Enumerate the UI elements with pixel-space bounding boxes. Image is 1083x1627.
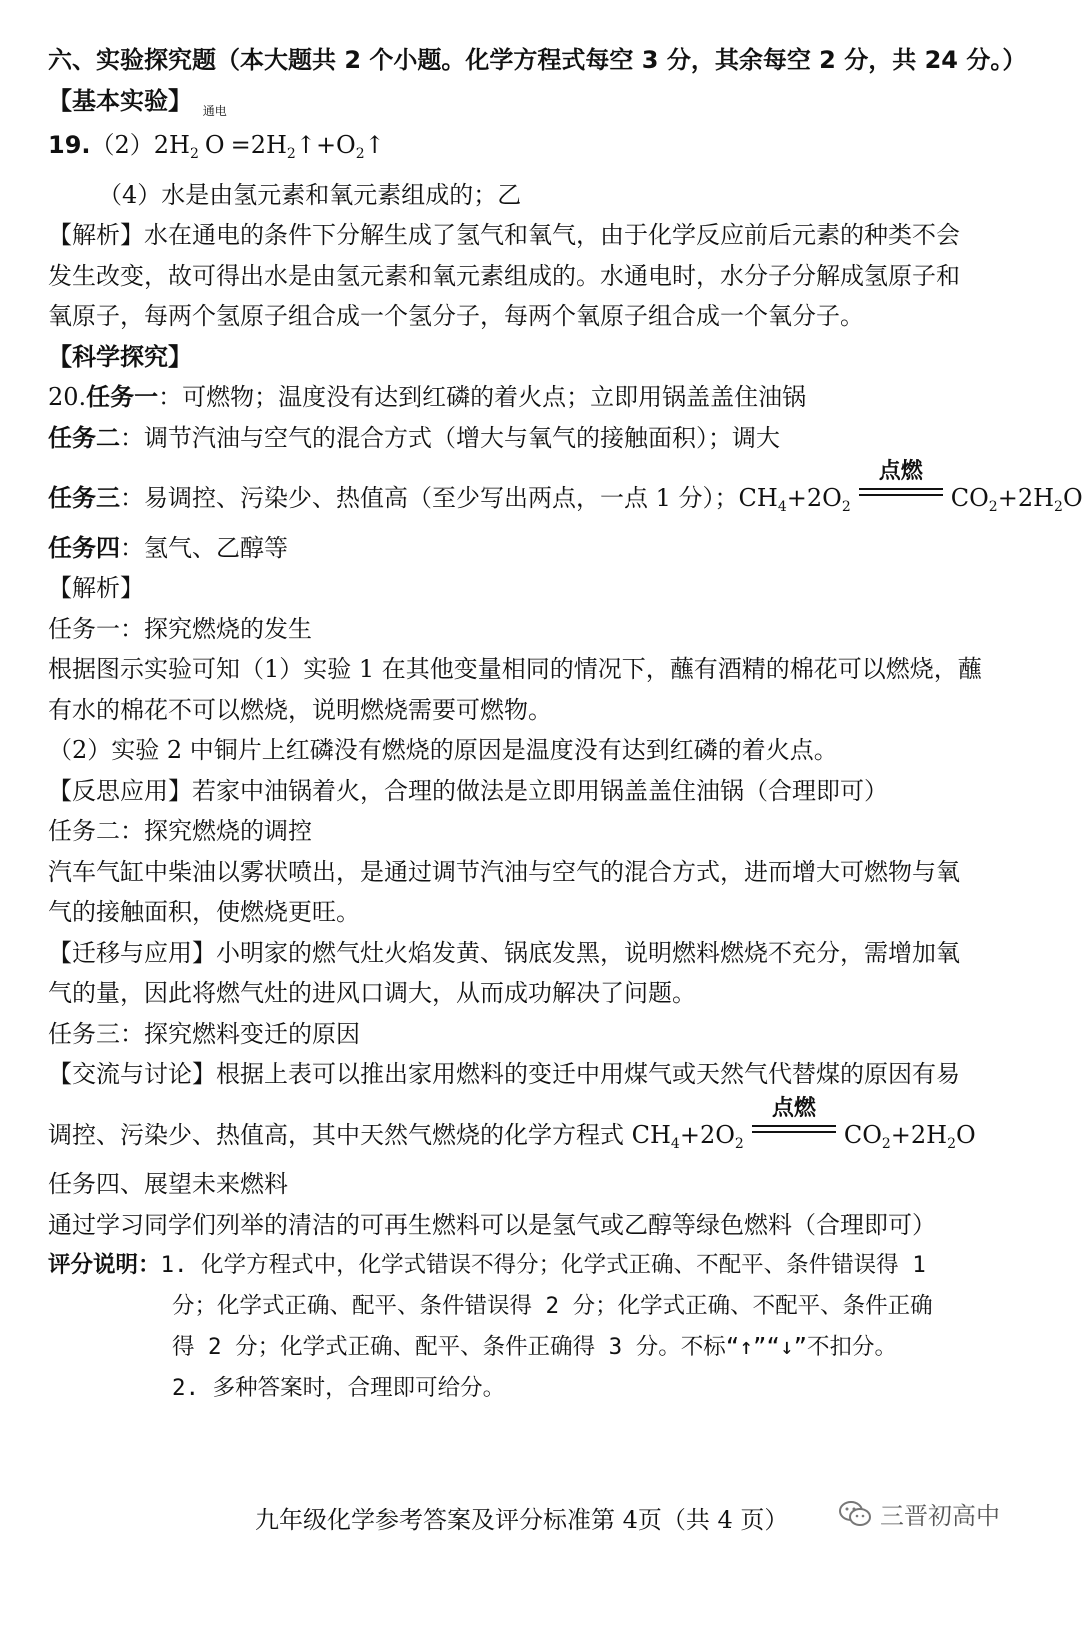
q19-label: 19. — [48, 131, 91, 159]
analysis-line: 汽车气缸中柴油以雾状喷出，是通过调节汽油与空气的混合方式，进而增大可燃物与氧 — [48, 857, 960, 886]
q20-analysis-heading: 【解析】 — [48, 574, 144, 602]
q20-analysis — [48, 609, 1038, 1246]
q19-equation-line: $19.(2)2H_2$ 通电 $O =2H_2↑+O_2↑$ — [48, 125, 1038, 175]
q20-task1: 20.任务一：可燃物；温度没有达到红磷的着火点；立即用锅盖盖住油锅 — [48, 383, 807, 411]
analysis-line: 任务四、展望未来燃料 — [48, 1170, 288, 1198]
analysis-line: 气的量，因此将燃气灶的进风口调大，从而成功解决了问题。 — [48, 979, 696, 1007]
answer-page — [48, 40, 1083, 1409]
analysis-line: （2）实验 2 中铜片上红磷没有燃烧的原因是温度没有达到红磷的着火点。 — [48, 736, 838, 764]
scoring-label: 评分说明： — [48, 1252, 161, 1278]
electrolysis-condition: 通电 O — [199, 125, 231, 166]
basic-experiment-heading: 【基本实验】 — [48, 86, 192, 115]
combustion-condition — [859, 459, 943, 510]
analysis-line: 任务一：探究燃烧的发生 — [48, 614, 312, 643]
q20-task3: 任务三：易调控、污染少、热值高（至少写出两点，一点 1 分）；$CH_4+2O_2$ 点燃 $CO_2+2H_2O$ — [48, 478, 1038, 528]
condition-label: 通电 — [202, 104, 227, 118]
condition-label: 点燃 — [878, 459, 923, 484]
analysis-line: 【反思应用】若家中油锅着火，合理的做法是立即用锅盖盖住油锅（合理即可） — [48, 776, 888, 805]
analysis-equation-line: 调控、污染少、热值高，其中天然气燃烧的化学方程式 $CH_4+2O_2$ 点燃 $CO_2+2H_2O$ — [48, 1115, 1038, 1165]
q20-task4: 任务四：氢气、乙醇等 — [48, 533, 288, 562]
wechat-icon — [838, 1500, 872, 1528]
analysis-line: 任务二：探究燃烧的调控 — [48, 817, 312, 845]
analysis-line: 气的接触面积，使燃烧更旺。 — [48, 898, 360, 926]
analysis-line: 通过学习同学们列举的清洁的可再生燃料可以是氢气或乙醇等绿色燃料（合理即可） — [48, 1210, 936, 1239]
page-footer: 九年级化学参考答案及评分标准第 4页（共 4 页） — [255, 1506, 789, 1534]
watermark-text: 三晋初高中 — [880, 1502, 1000, 1530]
combustion-condition — [752, 1095, 836, 1147]
analysis-line: 【交流与讨论】根据上表可以推出家用燃料的变迁中用煤气或天然气代替煤的原因有易 — [48, 1060, 960, 1088]
wechat-watermark — [838, 1496, 1000, 1531]
q20-task2: 任务二：调节汽油与空气的混合方式（增大与氧气的接触面积）；调大 — [48, 423, 780, 452]
analysis-line: 发生改变，故可得出水是由氢元素和氧元素组成的。水通电时，水分子分解成氢原子和 — [48, 261, 960, 290]
scoring-notes: 评分说明：1. 化学方程式中，化学式错误不得分；化学式正确、不配平、条件错误得 1 分；化学式正确、配平、条件错误得 2 分；化学式正确、不配平、条件正确 得 2 分；化学式正确、配平、条件正确得 3 分。不标“↑”“↓”不扣分。 2. 多种答案时，合理即可给分。 — [48, 1252, 933, 1401]
analysis-line: 任务三：探究燃料变迁的原因 — [48, 1019, 360, 1048]
analysis-line: 【解析】水在通电的条件下分解生成了氢气和氧气，由于化学反应前后元素的种类不会 — [48, 221, 960, 249]
q19-part4: （4）水是由氢元素和氧元素组成的；乙 — [98, 180, 522, 209]
q19-analysis — [48, 215, 1038, 337]
analysis-line: 【迁移与应用】小明家的燃气灶火焰发黄、锅底发黑，说明燃料燃烧不充分，需增加氧 — [48, 938, 960, 967]
analysis-line: 根据图示实验可知（1）实验 1 在其他变量相同的情况下，蘸有酒精的棉花可以燃烧，蘸 — [48, 655, 982, 683]
analysis-line: 氧原子，每两个氢原子组合成一个氢分子，每两个氧原子组合成一个氧分子。 — [48, 302, 864, 330]
analysis-line: 有水的棉花不可以燃烧，说明燃烧需要可燃物。 — [48, 695, 552, 724]
science-heading: 【科学探究】 — [48, 342, 192, 371]
condition-label: 点燃 — [771, 1095, 816, 1121]
section-title: 六、实验探究题（本大题共 2 个小题。化学方程式每空 3 分，其余每空 2 分，共 24 分。） — [48, 46, 1027, 74]
